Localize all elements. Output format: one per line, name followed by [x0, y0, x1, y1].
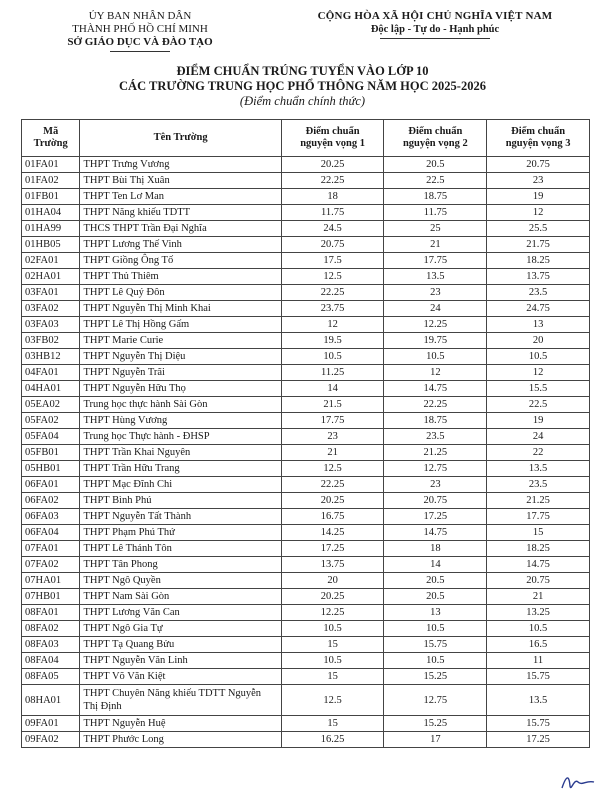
school-code-cell: 09FA01 [22, 716, 80, 732]
table-row [22, 269, 590, 285]
score-nv1-cell: 12.25 [281, 605, 384, 621]
score-nv3-cell: 15.75 [487, 669, 590, 685]
school-name-cell: THPT Lê Thánh Tôn [80, 541, 281, 557]
score-nv2-cell: 13.5 [384, 269, 487, 285]
score-nv3-cell: 10.5 [487, 349, 590, 365]
header-nv1-line-2: nguyện vọng 1 [300, 138, 365, 149]
table-row [22, 413, 590, 429]
score-nv2-cell: 20.5 [384, 573, 487, 589]
score-nv3-cell: 20 [487, 333, 590, 349]
school-name-cell: THPT Năng khiếu TDTT [80, 205, 281, 221]
score-nv1-cell: 17.25 [281, 541, 384, 557]
score-nv2-cell: 21.25 [384, 445, 487, 461]
school-name-cell: THPT Lê Thị Hồng Gấm [80, 317, 281, 333]
school-code-cell: 08FA05 [22, 669, 80, 685]
table-row [22, 285, 590, 301]
score-nv1-cell: 20.25 [281, 493, 384, 509]
score-nv1-cell: 21 [281, 445, 384, 461]
score-nv1-cell: 11.25 [281, 365, 384, 381]
school-code-cell: 08FA04 [22, 653, 80, 669]
school-name-cell: THPT Tân Phong [80, 557, 281, 573]
school-code-cell: 06FA04 [22, 525, 80, 541]
score-nv2-cell: 22.5 [384, 173, 487, 189]
table-row [22, 381, 590, 397]
school-code-cell: 04HA01 [22, 381, 80, 397]
school-code-cell: 08FA02 [22, 621, 80, 637]
score-nv3-cell: 17.75 [487, 509, 590, 525]
school-code-cell: 01FB01 [22, 189, 80, 205]
score-nv1-cell: 20.25 [281, 157, 384, 173]
table-row [22, 477, 590, 493]
school-code-cell: 05FB01 [22, 445, 80, 461]
score-nv3-cell: 15 [487, 525, 590, 541]
school-name-cell: THPT Ngô Quyền [80, 573, 281, 589]
table-body [22, 157, 590, 748]
score-nv3-cell: 20.75 [487, 157, 590, 173]
score-nv2-cell: 12.25 [384, 317, 487, 333]
score-nv2-cell: 13 [384, 605, 487, 621]
table-row [22, 685, 590, 716]
table-row [22, 525, 590, 541]
motto-underline [380, 38, 490, 39]
issuer-line-2: THÀNH PHỐ HỒ CHÍ MINH [72, 23, 208, 35]
header-school-code [22, 120, 80, 157]
school-name-cell: THPT Nguyễn Huệ [80, 716, 281, 732]
score-nv2-cell: 20.5 [384, 157, 487, 173]
national-title: CỘNG HÒA XÃ HỘI CHỦ NGHĨA VIỆT NAM [317, 10, 553, 22]
table-row [22, 301, 590, 317]
score-nv3-cell: 24.75 [487, 301, 590, 317]
school-code-cell: 03HB12 [22, 349, 80, 365]
document-title [0, 64, 605, 109]
score-nv2-cell: 20.5 [384, 589, 487, 605]
score-nv1-cell: 10.5 [281, 653, 384, 669]
score-nv2-cell: 15.25 [384, 669, 487, 685]
school-code-cell: 07FA02 [22, 557, 80, 573]
school-name-cell: THPT Thủ Thiêm [80, 269, 281, 285]
score-nv3-cell: 24 [487, 429, 590, 445]
header-code-line-1: Mã [43, 126, 59, 137]
table-row [22, 237, 590, 253]
score-nv2-cell: 14.75 [384, 525, 487, 541]
header-nv3 [487, 120, 590, 157]
school-name-cell: THPT Marie Curie [80, 333, 281, 349]
score-nv3-cell: 13.5 [487, 685, 590, 716]
national-header [290, 10, 580, 39]
score-nv1-cell: 12.5 [281, 461, 384, 477]
title-line-2: CÁC TRƯỜNG TRUNG HỌC PHỔ THÔNG NĂM HỌC 2025-2026 [119, 79, 486, 93]
table-row [22, 221, 590, 237]
school-code-cell: 03FB02 [22, 333, 80, 349]
header-nv3-line-2: nguyện vọng 3 [505, 138, 571, 149]
score-nv3-cell: 18.25 [487, 541, 590, 557]
score-nv1-cell: 13.75 [281, 557, 384, 573]
header-nv2 [384, 120, 487, 157]
school-name-cell: THPT Ngô Gia Tự [80, 621, 281, 637]
score-nv3-cell: 22.5 [487, 397, 590, 413]
score-nv3-cell: 15.75 [487, 716, 590, 732]
score-nv2-cell: 10.5 [384, 621, 487, 637]
score-nv3-cell: 21.75 [487, 237, 590, 253]
score-table [21, 119, 590, 748]
score-nv3-cell: 22 [487, 445, 590, 461]
school-code-cell: 01FA01 [22, 157, 80, 173]
school-code-cell: 02HA01 [22, 269, 80, 285]
score-nv2-cell: 24 [384, 301, 487, 317]
school-name-cell: THPT Phạm Phú Thứ [80, 525, 281, 541]
score-nv3-cell: 13 [487, 317, 590, 333]
score-nv1-cell: 18 [281, 189, 384, 205]
school-code-cell: 03FA03 [22, 317, 80, 333]
score-nv3-cell: 15.5 [487, 381, 590, 397]
school-code-cell: 04FA01 [22, 365, 80, 381]
school-name-cell: THPT Nguyễn Trãi [80, 365, 281, 381]
issuer-block [40, 10, 240, 52]
score-nv2-cell: 10.5 [384, 653, 487, 669]
school-code-cell: 08HA01 [22, 685, 80, 716]
school-code-cell: 06FA03 [22, 509, 80, 525]
score-nv3-cell: 19 [487, 189, 590, 205]
score-nv1-cell: 20 [281, 573, 384, 589]
header-school-name: Tên Trường [80, 120, 281, 157]
header-nv1-line-1: Điểm chuẩn [305, 126, 360, 137]
score-nv3-cell: 12 [487, 365, 590, 381]
table-header-row [22, 120, 590, 157]
score-nv2-cell: 15.25 [384, 716, 487, 732]
school-code-cell: 02FA01 [22, 253, 80, 269]
score-nv2-cell: 18.75 [384, 413, 487, 429]
school-code-cell: 03FA02 [22, 301, 80, 317]
table-row [22, 157, 590, 173]
school-code-cell: 09FA02 [22, 732, 80, 748]
school-name-cell: THPT Ten Lơ Man [80, 189, 281, 205]
header-code-line-2: Trường [33, 138, 68, 149]
score-nv2-cell: 22.25 [384, 397, 487, 413]
score-nv3-cell: 19 [487, 413, 590, 429]
score-nv1-cell: 15 [281, 716, 384, 732]
school-name-cell: THPT Trần Hữu Trang [80, 461, 281, 477]
school-code-cell: 08FA03 [22, 637, 80, 653]
score-nv2-cell: 12.75 [384, 685, 487, 716]
score-nv2-cell: 20.75 [384, 493, 487, 509]
school-code-cell: 01HA99 [22, 221, 80, 237]
score-nv2-cell: 23 [384, 285, 487, 301]
school-name-cell: THPT Nguyễn Văn Linh [80, 653, 281, 669]
score-nv2-cell: 12.75 [384, 461, 487, 477]
table-row [22, 621, 590, 637]
table-row [22, 365, 590, 381]
score-nv3-cell: 14.75 [487, 557, 590, 573]
title-line-1: ĐIỂM CHUẨN TRÚNG TUYỂN VÀO LỚP 10 [176, 64, 429, 78]
header-nv1 [281, 120, 384, 157]
school-name-cell: THPT Hùng Vương [80, 413, 281, 429]
school-code-cell: 06FA02 [22, 493, 80, 509]
score-nv1-cell: 17.5 [281, 253, 384, 269]
school-code-cell: 03FA01 [22, 285, 80, 301]
school-code-cell: 01HA04 [22, 205, 80, 221]
score-nv1-cell: 11.75 [281, 205, 384, 221]
table-row [22, 589, 590, 605]
title-subtitle: (Điểm chuẩn chính thức) [239, 94, 366, 108]
score-nv2-cell: 14 [384, 557, 487, 573]
score-nv2-cell: 23.5 [384, 429, 487, 445]
score-nv2-cell: 21 [384, 237, 487, 253]
score-nv3-cell: 17.25 [487, 732, 590, 748]
score-nv3-cell: 20.75 [487, 573, 590, 589]
score-nv3-cell: 23.5 [487, 285, 590, 301]
header-nv3-line-1: Điểm chuẩn [511, 126, 566, 137]
school-name-cell: THPT Nguyễn Hữu Thọ [80, 381, 281, 397]
table-row [22, 509, 590, 525]
school-name-cell: THPT Bùi Thị Xuân [80, 173, 281, 189]
score-nv3-cell: 21 [487, 589, 590, 605]
school-name-cell: THPT Chuyên Năng khiếu TDTT Nguyễn Thị Định [80, 685, 281, 716]
score-nv2-cell: 10.5 [384, 349, 487, 365]
table-row [22, 429, 590, 445]
score-nv2-cell: 18 [384, 541, 487, 557]
national-motto: Độc lập - Tự do - Hạnh phúc [370, 24, 500, 35]
score-nv2-cell: 23 [384, 477, 487, 493]
score-nv1-cell: 19.5 [281, 333, 384, 349]
school-name-cell: THPT Võ Văn Kiệt [80, 669, 281, 685]
table-row [22, 189, 590, 205]
school-name-cell: THPT Phước Long [80, 732, 281, 748]
school-name-cell: THPT Nguyễn Thị Diệu [80, 349, 281, 365]
score-nv3-cell: 21.25 [487, 493, 590, 509]
score-nv1-cell: 15 [281, 637, 384, 653]
score-nv1-cell: 22.25 [281, 477, 384, 493]
table-row [22, 333, 590, 349]
table-row [22, 637, 590, 653]
school-name-cell: THPT Lương Văn Can [80, 605, 281, 621]
score-nv1-cell: 16.25 [281, 732, 384, 748]
school-name-cell: THCS THPT Trần Đại Nghĩa [80, 221, 281, 237]
issuer-line-1: ỦY BAN NHÂN DÂN [88, 10, 192, 22]
table-row [22, 253, 590, 269]
school-code-cell: 01FA02 [22, 173, 80, 189]
school-code-cell: 01HB05 [22, 237, 80, 253]
score-nv3-cell: 11 [487, 653, 590, 669]
score-nv2-cell: 17.25 [384, 509, 487, 525]
header-nv2-line-1: Điểm chuẩn [408, 126, 463, 137]
school-name-cell: THPT Nguyễn Thị Minh Khai [80, 301, 281, 317]
school-name-cell: THPT Giồng Ông Tố [80, 253, 281, 269]
school-code-cell: 08FA01 [22, 605, 80, 621]
school-code-cell: 05FA02 [22, 413, 80, 429]
score-nv1-cell: 10.5 [281, 349, 384, 365]
score-nv1-cell: 23.75 [281, 301, 384, 317]
score-nv3-cell: 13.25 [487, 605, 590, 621]
score-nv3-cell: 25.5 [487, 221, 590, 237]
score-nv1-cell: 17.75 [281, 413, 384, 429]
score-nv3-cell: 16.5 [487, 637, 590, 653]
score-nv1-cell: 10.5 [281, 621, 384, 637]
score-nv1-cell: 12 [281, 317, 384, 333]
score-nv2-cell: 14.75 [384, 381, 487, 397]
score-nv2-cell: 17 [384, 732, 487, 748]
table-row [22, 397, 590, 413]
school-name-cell: THPT Lê Quý Đôn [80, 285, 281, 301]
school-name-cell: THPT Trần Khai Nguyên [80, 445, 281, 461]
score-nv3-cell: 13.5 [487, 461, 590, 477]
table-row [22, 461, 590, 477]
score-nv3-cell: 12 [487, 205, 590, 221]
issuer-department: SỞ GIÁO DỤC VÀ ĐÀO TẠO [67, 36, 213, 48]
score-nv1-cell: 12.5 [281, 269, 384, 285]
school-name-cell: THPT Nam Sài Gòn [80, 589, 281, 605]
table-row [22, 445, 590, 461]
school-name-cell: Trung học thực hành Sài Gòn [80, 397, 281, 413]
table-row [22, 205, 590, 221]
score-nv1-cell: 14.25 [281, 525, 384, 541]
score-nv1-cell: 22.25 [281, 173, 384, 189]
header-nv2-line-2: nguyện vọng 2 [402, 138, 468, 149]
table-row [22, 173, 590, 189]
score-nv3-cell: 10.5 [487, 621, 590, 637]
issuer-underline [110, 51, 170, 52]
score-nv3-cell: 18.25 [487, 253, 590, 269]
table-row [22, 732, 590, 748]
score-nv3-cell: 23 [487, 173, 590, 189]
school-name-cell: THPT Bình Phú [80, 493, 281, 509]
school-name-cell: THPT Tạ Quang Bửu [80, 637, 281, 653]
score-nv1-cell: 21.5 [281, 397, 384, 413]
score-nv1-cell: 20.25 [281, 589, 384, 605]
school-name-cell: THPT Nguyễn Tất Thành [80, 509, 281, 525]
score-nv1-cell: 15 [281, 669, 384, 685]
school-name-cell: THPT Mạc Đĩnh Chi [80, 477, 281, 493]
table-row [22, 317, 590, 333]
school-code-cell: 05FA04 [22, 429, 80, 445]
school-name-cell: THPT Trưng Vương [80, 157, 281, 173]
school-code-cell: 07HB01 [22, 589, 80, 605]
school-name-cell: THPT Lương Thế Vinh [80, 237, 281, 253]
table-row [22, 669, 590, 685]
signature-mark [560, 770, 596, 794]
score-nv1-cell: 24.5 [281, 221, 384, 237]
table-row [22, 716, 590, 732]
table-row [22, 349, 590, 365]
score-nv1-cell: 22.25 [281, 285, 384, 301]
score-nv2-cell: 15.75 [384, 637, 487, 653]
score-nv1-cell: 23 [281, 429, 384, 445]
score-nv3-cell: 13.75 [487, 269, 590, 285]
table-row [22, 605, 590, 621]
school-code-cell: 05EA02 [22, 397, 80, 413]
school-code-cell: 06FA01 [22, 477, 80, 493]
score-nv3-cell: 23.5 [487, 477, 590, 493]
score-nv2-cell: 12 [384, 365, 487, 381]
score-nv1-cell: 20.75 [281, 237, 384, 253]
table-row [22, 493, 590, 509]
school-code-cell: 05HB01 [22, 461, 80, 477]
table-row [22, 653, 590, 669]
score-nv1-cell: 16.75 [281, 509, 384, 525]
table-row [22, 541, 590, 557]
score-nv2-cell: 11.75 [384, 205, 487, 221]
school-code-cell: 07FA01 [22, 541, 80, 557]
score-nv2-cell: 18.75 [384, 189, 487, 205]
table-row [22, 573, 590, 589]
school-name-cell: Trung học Thực hành - ĐHSP [80, 429, 281, 445]
score-nv2-cell: 17.75 [384, 253, 487, 269]
score-nv2-cell: 19.75 [384, 333, 487, 349]
school-code-cell: 07HA01 [22, 573, 80, 589]
table-row [22, 557, 590, 573]
score-nv2-cell: 25 [384, 221, 487, 237]
score-nv1-cell: 14 [281, 381, 384, 397]
score-nv1-cell: 12.5 [281, 685, 384, 716]
